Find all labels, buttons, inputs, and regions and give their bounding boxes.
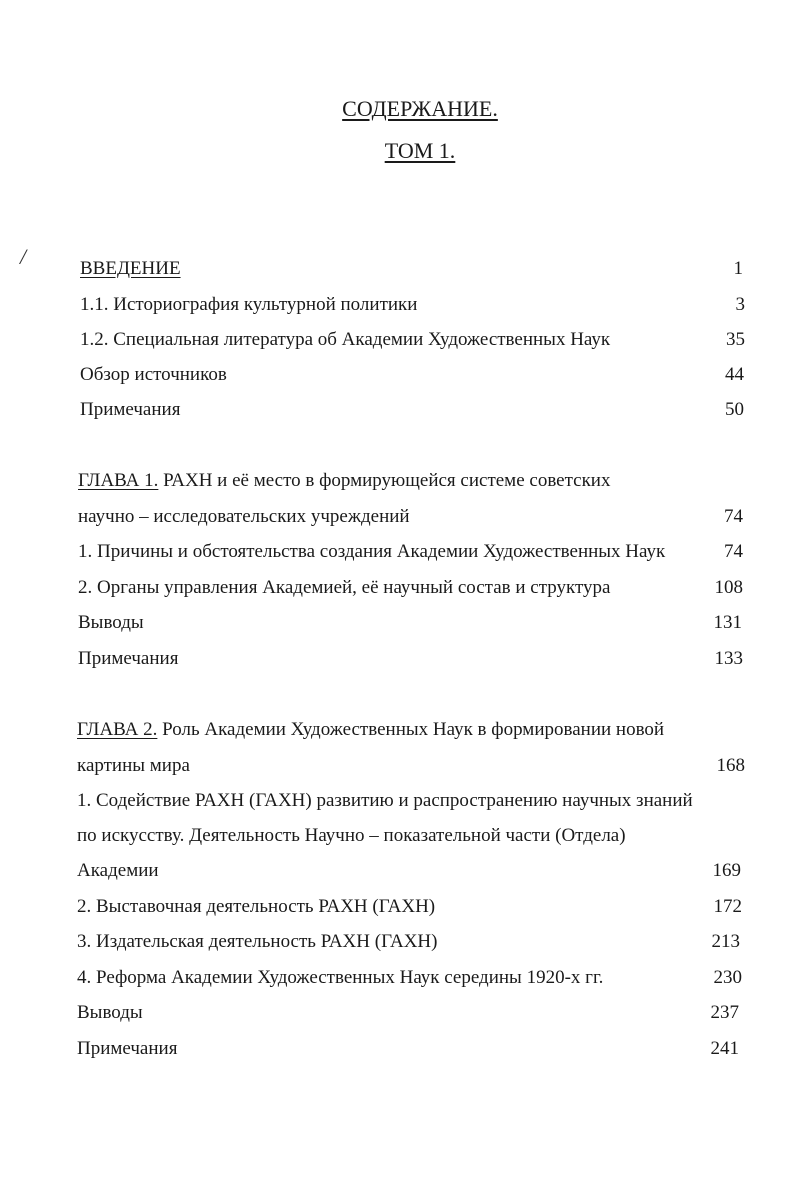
- toc-entry: [80, 362, 744, 388]
- toc-entry: [80, 327, 745, 353]
- toc-entry-label: 1.2. Специальная литература об Академии Художественных Наук: [80, 329, 611, 350]
- toc-entry: [77, 929, 740, 955]
- toc-entry-page: 133: [714, 648, 743, 669]
- toc-entry: [77, 965, 742, 991]
- toc-entry: [80, 292, 745, 318]
- toc-entry-page: 131: [713, 612, 742, 633]
- toc-entry-label: 2. Органы управления Академией, её научный состав и структура: [78, 577, 611, 598]
- toc-entry-page: 213: [711, 931, 740, 952]
- toc-entry: [78, 539, 743, 565]
- chapter-title: Роль Академии Художественных Наук в формировании новой: [157, 719, 665, 740]
- toc-entry-label: 1.1. Историография культурной политики: [80, 294, 418, 315]
- chapter-heading: [77, 717, 743, 743]
- toc-entry-line: [77, 823, 743, 849]
- toc-entry-label: 4. Реформа Академии Художественных Наук середины 1920-х гг.: [77, 967, 604, 988]
- toc-entry-label: по искусству. Деятельность Научно – показательной части (Отдела): [77, 825, 626, 846]
- toc-entry-line: [77, 788, 743, 814]
- page-title: СОДЕРЖАНИЕ.: [342, 96, 498, 121]
- toc-entry-label: 3. Издательская деятельность РАХН (ГАХН): [77, 931, 438, 952]
- chapter-heading: [78, 468, 743, 494]
- toc-entry-page: 230: [713, 967, 742, 988]
- toc-entry-label: Академии: [77, 860, 159, 881]
- toc-entry-label: Выводы: [77, 1002, 143, 1023]
- toc-entry-label: 2. Выставочная деятельность РАХН (ГАХН): [77, 896, 436, 917]
- toc-entry-label: Примечания: [78, 648, 179, 669]
- toc-entry-page: 44: [725, 364, 744, 385]
- scan-mark-slash: /: [20, 244, 27, 269]
- chapter-title-continued: картины мира: [77, 755, 190, 776]
- chapter-title: РАХН и её место в формирующейся системе советских: [158, 470, 611, 491]
- chapter-prefix: ГЛАВА 2.: [77, 719, 158, 740]
- toc-entry-label: 1. Содействие РАХН (ГАХН) развитию и распространению научных знаний: [77, 790, 693, 811]
- toc-entry-label: Обзор источников: [80, 364, 227, 385]
- toc-entry-label: Примечания: [77, 1038, 178, 1059]
- toc-entry: [77, 858, 741, 884]
- toc-entry-label: Выводы: [78, 612, 144, 633]
- toc-entry: [77, 1036, 739, 1062]
- toc-entry-page: 169: [712, 860, 741, 881]
- toc-entry-page: 3: [735, 294, 745, 315]
- chapter-prefix: ГЛАВА 1.: [78, 470, 159, 491]
- toc-entry-page: 74: [724, 541, 743, 562]
- toc-entry-label: 1. Причины и обстоятельства создания Академии Художественных Наук: [78, 541, 666, 562]
- chapter-title-continued: научно – исследовательских учреждений: [78, 506, 410, 527]
- toc-entry: [77, 1000, 739, 1026]
- toc-entry-label: Примечания: [80, 399, 181, 420]
- volume-title: ТОМ 1.: [384, 138, 456, 163]
- toc-entry-page: 74: [724, 506, 743, 527]
- toc-entry: [78, 610, 742, 636]
- toc-entry: [78, 646, 743, 672]
- toc-entry: [80, 397, 744, 423]
- toc-entry-page: 50: [725, 399, 744, 420]
- toc-entry-page: 168: [716, 755, 745, 776]
- toc-entry-page: 172: [713, 896, 742, 917]
- toc-entry-page: 241: [710, 1038, 739, 1059]
- toc-entry-page: 237: [710, 1002, 739, 1023]
- toc-entry: [78, 575, 743, 601]
- toc-entry-page: 35: [726, 329, 745, 350]
- toc-entry-introduction: [80, 256, 743, 282]
- toc-entry-page: 1: [733, 258, 743, 279]
- toc-entry-page: 108: [714, 577, 743, 598]
- toc-entry: [77, 753, 745, 779]
- toc-entry-label: ВВЕДЕНИЕ: [80, 258, 181, 279]
- toc-entry: [78, 504, 743, 530]
- toc-entry: [77, 894, 742, 920]
